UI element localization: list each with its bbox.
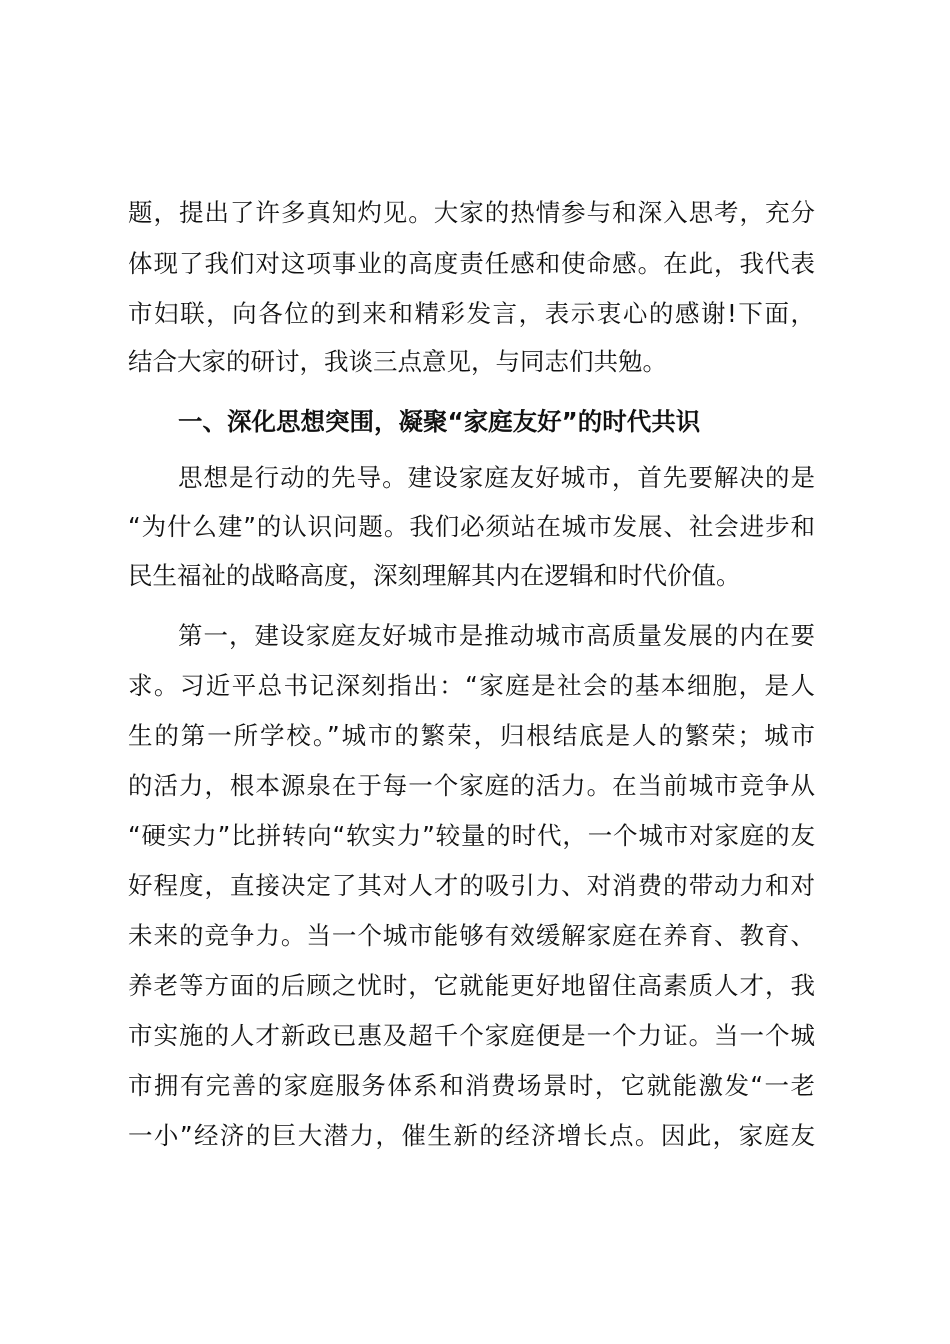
paragraph-line: 一小”经济的巨大潜力，催生新的经济增长点。因此，家庭友 [128,1121,815,1150]
paragraph-line: 好程度，直接决定了其对人才的吸引力、对消费的带动力和对 [128,871,815,900]
paragraph-line: 生的第一所学校。”城市的繁荣，归根结底是人的繁荣；城市 [128,721,815,750]
paragraph-line: 第一，建设家庭友好城市是推动城市高质量发展的内在要 [178,621,815,650]
paragraph-line: 市妇联，向各位的到来和精彩发言，表示衷心的感谢!下面， [128,299,815,328]
section-heading: 一、深化思想突围，凝聚“家庭友好”的时代共识 [178,407,701,436]
paragraph-line: 求。习近平总书记深刻指出：“家庭是社会的基本细胞，是人 [128,671,815,700]
paragraph-line: 市实施的人才新政已惠及超千个家庭便是一个力证。当一个城 [128,1021,815,1050]
paragraph-line: “为什么建”的认识问题。我们必须站在城市发展、社会进步和 [128,512,815,541]
paragraph-line: 养老等方面的后顾之忧时，它就能更好地留住高素质人才，我 [128,971,815,1000]
paragraph-line: 民生福祉的战略高度，深刻理解其内在逻辑和时代价值。 [128,561,741,590]
paragraph-line: 的活力，根本源泉在于每一个家庭的活力。在当前城市竞争从 [128,771,815,800]
paragraph-line: 市拥有完善的家庭服务体系和消费场景时，它就能激发“一老 [128,1071,815,1100]
paragraph-line: 未来的竞争力。当一个城市能够有效缓解家庭在养育、教育、 [128,921,815,950]
paragraph-line: 结合大家的研讨，我谈三点意见，与同志们共勉。 [128,347,667,376]
paragraph-line: “硬实力”比拼转向“软实力”较量的时代，一个城市对家庭的友 [128,821,815,850]
paragraph-line: 思想是行动的先导。建设家庭友好城市，首先要解决的是 [178,463,815,492]
paragraph-line: 体现了我们对这项事业的高度责任感和使命感。在此，我代表 [128,249,815,278]
paragraph-line: 题，提出了许多真知灼见。大家的热情参与和深入思考，充分 [128,198,815,227]
